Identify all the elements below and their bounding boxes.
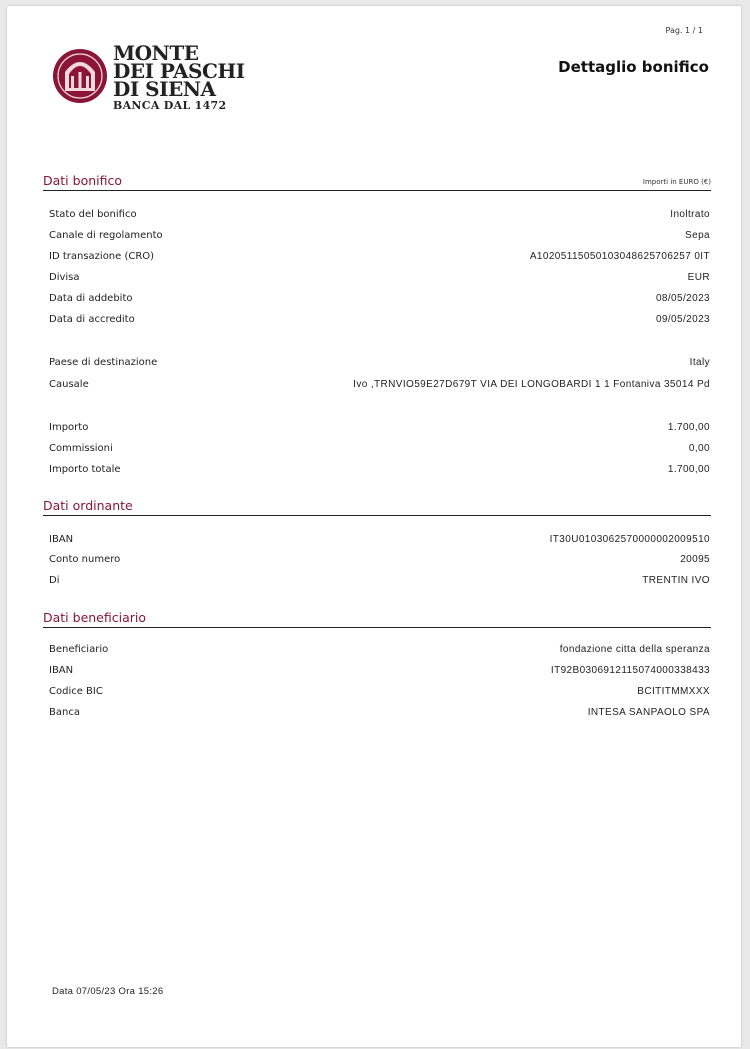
row-label: Stato del bonifico [49,209,137,220]
row-label: Canale di regolamento [49,230,163,241]
bank-seal-icon [51,42,109,116]
section-header-bonifico [43,172,711,191]
bank-logo-text [113,41,245,112]
row-label: IBAN [49,534,74,545]
row-value: INTESA SANPAOLO SPA [587,707,710,718]
row-value: A10205115050103048625706257 0IT [529,251,710,262]
row-value: fondazione citta della speranza [559,644,710,655]
row-value: 1.700,00 [667,422,710,433]
row-label: Commissioni [49,443,113,454]
detail-row-conto [49,554,710,568]
row-value: Inoltrato [670,209,710,220]
print-timestamp: Data 07/05/23 Ora 15:26 [52,986,164,997]
row-value: Ivo ,TRNVIO59E27D679T VIA DEI LONGOBARDI 1 1 Fontaniva 35014 Pd [353,379,710,390]
row-value: 0,00 [688,443,710,454]
logo-line-2: DEI PASCHI [113,59,245,83]
detail-row-banca [49,707,710,721]
detail-row-di [49,575,710,589]
row-label: Paese di destinazione [49,357,158,368]
row-label: Banca [49,707,80,718]
document-page [7,6,741,1047]
detail-row-addebito [49,293,710,307]
row-label: Data di accredito [49,314,135,325]
row-label: Codice BIC [49,686,103,697]
detail-row-iban-ordinante [49,534,710,548]
row-label: Data di addebito [49,293,133,304]
section-header-ordinante [43,497,711,516]
row-value: 08/05/2023 [655,293,710,304]
detail-row-importo-totale [49,464,710,478]
row-label: Importo [49,422,89,433]
detail-row-importo [49,422,710,436]
detail-row-beneficiario [49,644,710,658]
currency-note: Importi in EURO (€) [642,178,711,186]
row-label: ID transazione (CRO) [49,251,155,262]
row-label: Beneficiario [49,644,109,655]
logo-line-3: DI SIENA [113,77,216,101]
row-label: IBAN [49,665,74,676]
row-value: IT30U0103062570000002009510 [549,534,710,545]
section-title-beneficiario: Dati beneficiario [43,610,147,625]
detail-row-causale [49,379,710,393]
bank-logo [51,42,251,122]
detail-row-stato [49,209,710,223]
row-value: 20095 [680,554,710,565]
detail-row-bic [49,686,710,700]
row-value: 09/05/2023 [655,314,710,325]
row-value: EUR [687,272,710,283]
row-value: IT92B0306912115074000338433 [550,665,710,676]
page-number: Pag. 1 / 1 [665,26,703,35]
row-label: Causale [49,379,89,390]
logo-tagline: BANCA DAL 1472 [113,99,227,112]
detail-row-iban-beneficiario [49,665,710,679]
row-label: Di [49,575,60,586]
row-value: Italy [689,357,710,368]
section-title-bonifico: Dati bonifico [43,173,123,188]
row-value: 1.700,00 [667,464,710,475]
section-title-ordinante: Dati ordinante [43,498,133,513]
detail-row-canale [49,230,710,244]
detail-row-commissioni [49,443,710,457]
detail-row-accredito [49,314,710,328]
row-value: Sepa [685,230,710,241]
detail-row-divisa [49,272,710,286]
row-value: TRENTIN IVO [642,575,710,586]
detail-row-paese [49,357,710,371]
section-header-beneficiario [43,609,711,628]
row-label: Conto numero [49,554,121,565]
logo-line-1: MONTE [113,41,199,65]
row-value: BCITITMMXXX [637,686,710,697]
document-title: Dettaglio bonifico [558,58,709,76]
detail-row-cro [49,251,710,265]
row-label: Divisa [49,272,80,283]
row-label: Importo totale [49,464,121,475]
